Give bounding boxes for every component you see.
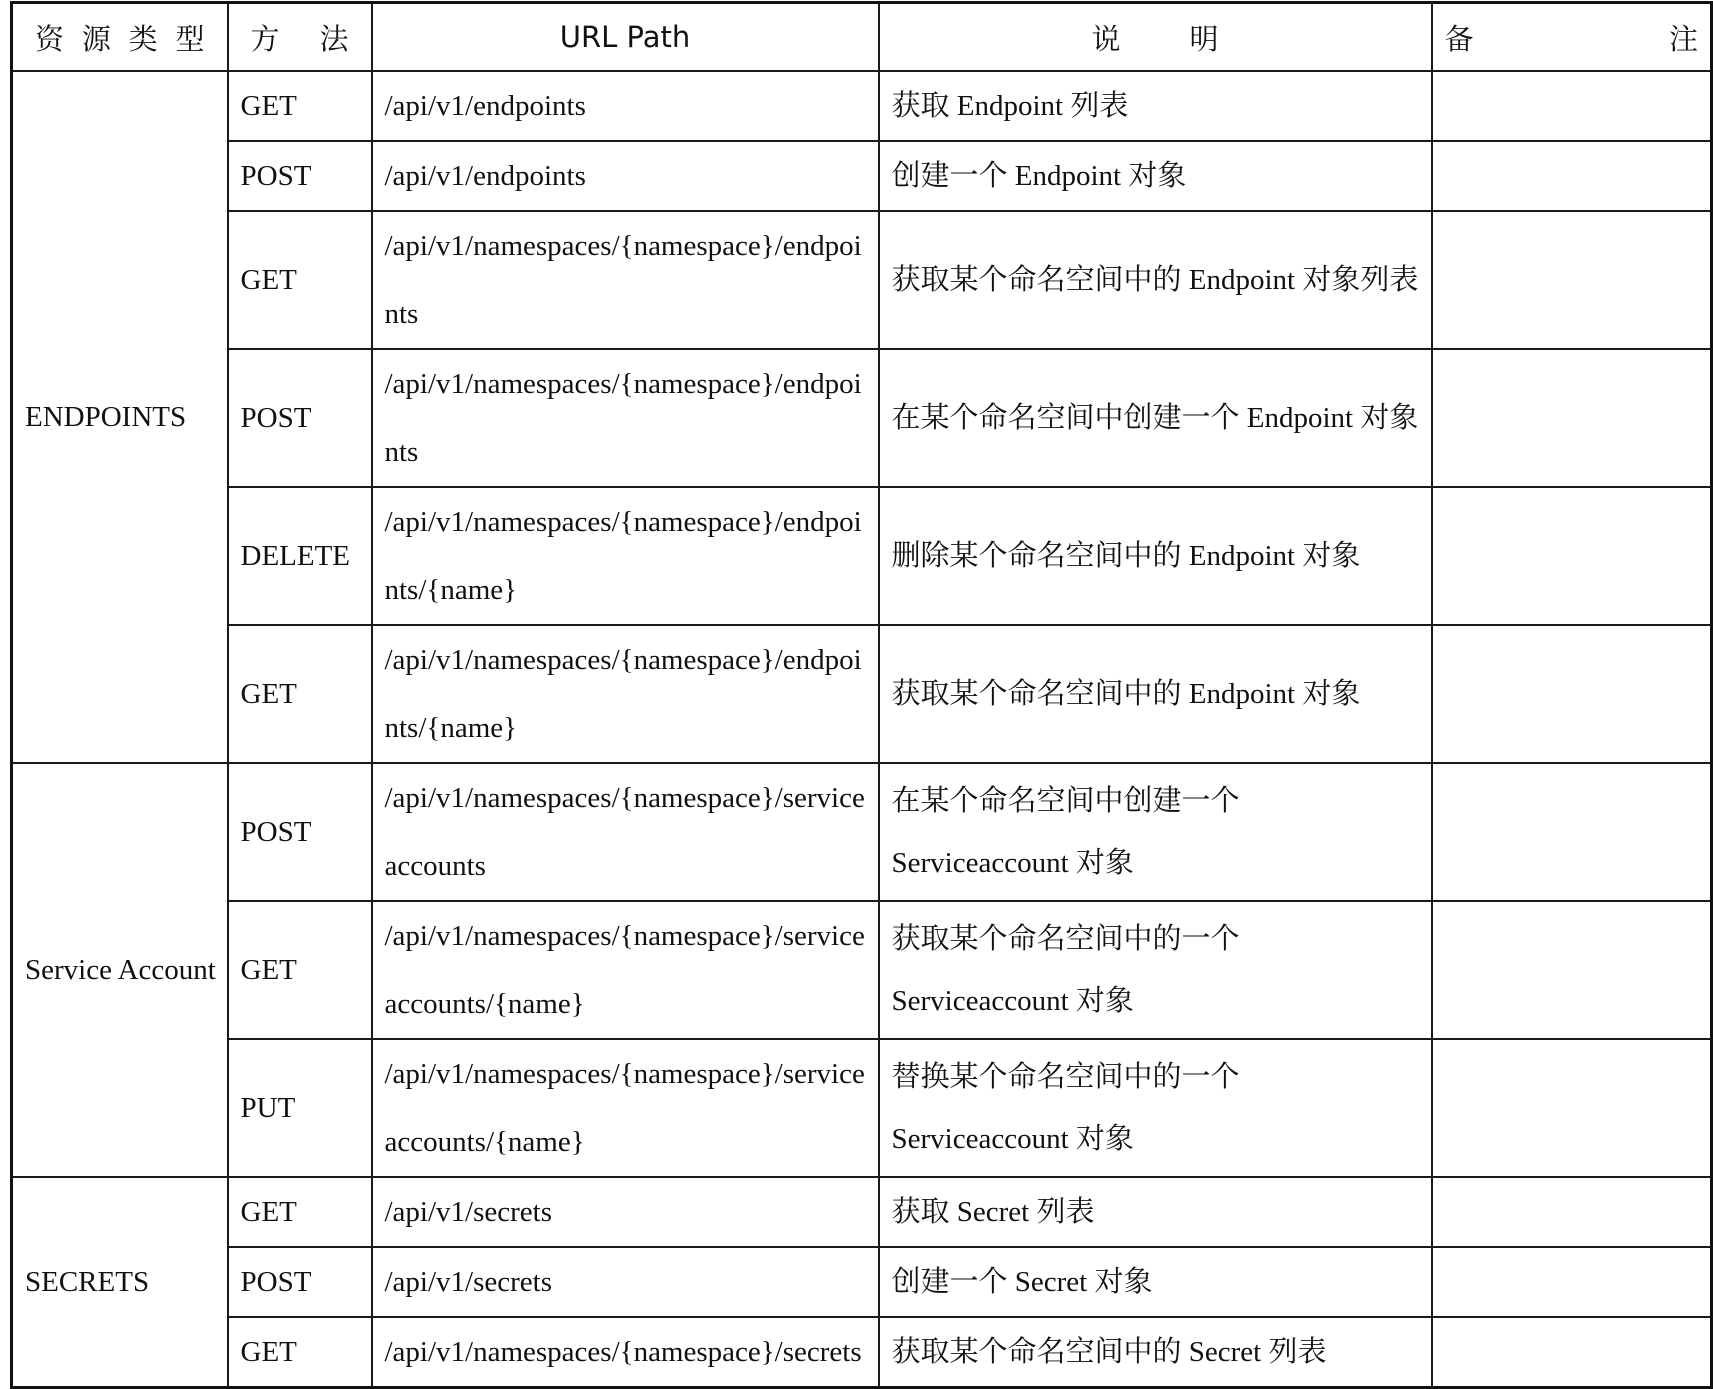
header-char: 方: [250, 21, 280, 56]
remark-cell: [1432, 1177, 1712, 1247]
method-cell: GET: [228, 71, 372, 141]
remark-cell: [1432, 141, 1712, 211]
header-char: 类: [128, 21, 158, 56]
header-resource-type: [12, 3, 228, 72]
method-cell: GET: [228, 901, 372, 1039]
method-cell: GET: [228, 625, 372, 763]
description-cell: 获取某个命名空间中的一个 Serviceaccount 对象: [879, 901, 1432, 1039]
method-cell: PUT: [228, 1039, 372, 1177]
remark-cell: [1432, 211, 1712, 349]
description-cell: 创建一个 Secret 对象: [879, 1247, 1432, 1317]
url-path-cell: /api/v1/endpoints: [372, 71, 879, 141]
url-path-cell: /api/v1/namespaces/{namespace}/serviceaccounts/{name}: [372, 901, 879, 1039]
description-cell: 获取某个命名空间中的 Secret 列表: [879, 1317, 1432, 1388]
table-row: [12, 1247, 1712, 1317]
url-path-cell: /api/v1/namespaces/{namespace}/endpoints: [372, 349, 879, 487]
table-row: [12, 141, 1712, 211]
table-row: [12, 211, 1712, 349]
url-path-cell: /api/v1/endpoints: [372, 141, 879, 211]
url-path-cell: /api/v1/namespaces/{namespace}/endpoints/{name}: [372, 487, 879, 625]
method-cell: POST: [228, 349, 372, 487]
remark-cell: [1432, 625, 1712, 763]
description-cell: 替换某个命名空间中的一个 Serviceaccount 对象: [879, 1039, 1432, 1177]
resource-type-cell: ENDPOINTS: [12, 71, 228, 763]
url-path-cell: /api/v1/namespaces/{namespace}/serviceaccounts/{name}: [372, 1039, 879, 1177]
resource-type-cell: Service Account: [12, 763, 228, 1177]
table-row: [12, 625, 1712, 763]
description-cell: 在某个命名空间中创建一个 Serviceaccount 对象: [879, 763, 1432, 901]
header-char: 说: [1091, 21, 1121, 56]
header-remark: [1432, 3, 1712, 72]
remark-cell: [1432, 763, 1712, 901]
api-table: [10, 1, 1713, 1389]
url-path-cell: /api/v1/namespaces/{namespace}/endpoints/{name}: [372, 625, 879, 763]
description-cell: 获取某个命名空间中的 Endpoint 对象: [879, 625, 1432, 763]
table-row: [12, 487, 1712, 625]
url-path-cell: /api/v1/namespaces/{namespace}/secrets: [372, 1317, 879, 1388]
header-char: 明: [1189, 21, 1219, 56]
method-cell: GET: [228, 211, 372, 349]
method-cell: POST: [228, 763, 372, 901]
table-body: [12, 71, 1712, 1388]
table-row: [12, 1317, 1712, 1388]
header-description: [879, 3, 1432, 72]
description-cell: 获取某个命名空间中的 Endpoint 对象列表: [879, 211, 1432, 349]
remark-cell: [1432, 349, 1712, 487]
header-char: 源: [81, 21, 111, 56]
url-path-cell: /api/v1/namespaces/{namespace}/serviceaccounts: [372, 763, 879, 901]
method-cell: DELETE: [228, 487, 372, 625]
description-cell: 在某个命名空间中创建一个 Endpoint 对象: [879, 349, 1432, 487]
table-row: [12, 349, 1712, 487]
header-method: [228, 3, 372, 72]
header-char: 注: [1668, 21, 1698, 56]
remark-cell: [1432, 1039, 1712, 1177]
method-cell: POST: [228, 1247, 372, 1317]
remark-cell: [1432, 1317, 1712, 1388]
description-cell: 创建一个 Endpoint 对象: [879, 141, 1432, 211]
url-path-cell: /api/v1/namespaces/{namespace}/endpoints: [372, 211, 879, 349]
header-char: 资: [35, 21, 65, 56]
header-url-path: URL Path: [372, 3, 879, 72]
description-cell: 获取 Secret 列表: [879, 1177, 1432, 1247]
url-path-cell: /api/v1/secrets: [372, 1177, 879, 1247]
method-cell: GET: [228, 1177, 372, 1247]
table-row: [12, 1039, 1712, 1177]
table-row: [12, 1177, 1712, 1247]
resource-type-cell: SECRETS: [12, 1177, 228, 1388]
url-path-cell: /api/v1/secrets: [372, 1247, 879, 1317]
description-cell: 删除某个命名空间中的 Endpoint 对象: [879, 487, 1432, 625]
remark-cell: [1432, 487, 1712, 625]
header-row: [12, 3, 1712, 72]
method-cell: GET: [228, 1317, 372, 1388]
remark-cell: [1432, 71, 1712, 141]
remark-cell: [1432, 901, 1712, 1039]
header-char: 备: [1444, 21, 1474, 56]
table-row: [12, 901, 1712, 1039]
method-cell: POST: [228, 141, 372, 211]
table-row: [12, 763, 1712, 901]
description-cell: 获取 Endpoint 列表: [879, 71, 1432, 141]
table-row: [12, 71, 1712, 141]
header-char: 型: [175, 21, 205, 56]
header-char: 法: [319, 21, 349, 56]
remark-cell: [1432, 1247, 1712, 1317]
